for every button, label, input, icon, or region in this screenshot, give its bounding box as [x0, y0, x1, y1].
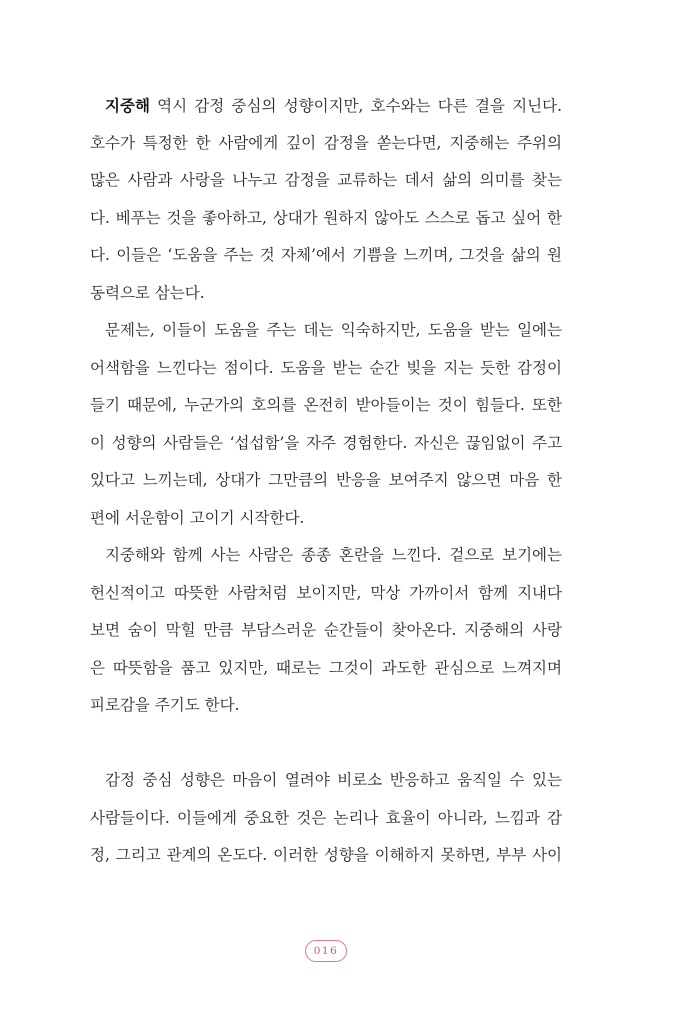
paragraph-1 — [90, 87, 562, 312]
text-line: 이 성향의 사람들은 ‘섭섭함’을 자주 경험한다. 자신은 끊임없이 주고 — [90, 433, 562, 452]
text-line: 정, 그리고 관계의 온도다. 이러한 성향을 이해하지 못하면, 부부 사이 — [90, 846, 562, 864]
text-line: 동력으로 삼는다. — [90, 283, 205, 302]
text-line: 헌신적이고 따뜻한 사람처럼 보이지만, 막상 가까이서 함께 지내다 — [90, 583, 562, 602]
page-number: 016 — [305, 940, 347, 962]
text-line: 다. 베푸는 것을 좋아하고, 상대가 원하지 않아도 스스로 돕고 싶어 한 — [90, 208, 562, 227]
text-line: 보면 숨이 막힐 만큼 부담스러운 순간들이 찾아온다. 지중해의 사랑 — [90, 621, 562, 639]
text-line: 은 따뜻함을 품고 있지만, 때로는 그것이 과도한 관심으로 느껴지며 — [90, 658, 562, 677]
paragraph-4 — [90, 762, 562, 875]
paragraph-2 — [90, 312, 562, 537]
text-line: 지중해와 함께 사는 사람은 종종 혼란을 느낀다. 겉으로 보기에는 — [105, 546, 562, 564]
text-line: 편에 서운함이 고이기 시작한다. — [90, 508, 305, 527]
lead-term: 지중해 — [105, 96, 150, 115]
text-line: 다. 이들은 ‘도움을 주는 것 자체’에서 기쁨을 느끼며, 그것을 삶의 원 — [90, 246, 562, 264]
page-body — [90, 87, 562, 875]
paragraph-3 — [90, 537, 562, 725]
text-line: 들기 때문에, 누군가의 호의를 온전히 받아들이는 것이 힘들다. 또한 — [90, 396, 562, 414]
text-line: 감정 중심 성향은 마음이 열려야 비로소 반응하고 움직일 수 있는 — [105, 771, 562, 789]
text-line: 지중해 역시 감정 중심의 성향이지만, 호수와는 다른 결을 지닌다. — [105, 96, 562, 115]
text-line: 문제는, 이들이 도움을 주는 데는 익숙하지만, 도움을 받는 일에는 — [105, 321, 562, 339]
text-line: 사람들이다. 이들에게 중요한 것은 논리나 효율이 아니라, 느낌과 감 — [90, 808, 562, 827]
text-line: 많은 사람과 사랑을 나누고 감정을 교류하는 데서 삶의 의미를 찾는 — [90, 171, 562, 189]
text-line: 어색함을 느낀다는 점이다. 도움을 받는 순간 빚을 지는 듯한 감정이 — [90, 358, 562, 377]
section-gap — [90, 725, 562, 763]
text-line: 호수가 특정한 한 사람에게 깊이 감정을 쏟는다면, 지중해는 주위의 — [90, 133, 562, 152]
text-line: 피로감을 주기도 한다. — [90, 696, 240, 714]
text-line: 있다고 느끼는데, 상대가 그만큼의 반응을 보여주지 않으면 마음 한 — [90, 471, 562, 489]
